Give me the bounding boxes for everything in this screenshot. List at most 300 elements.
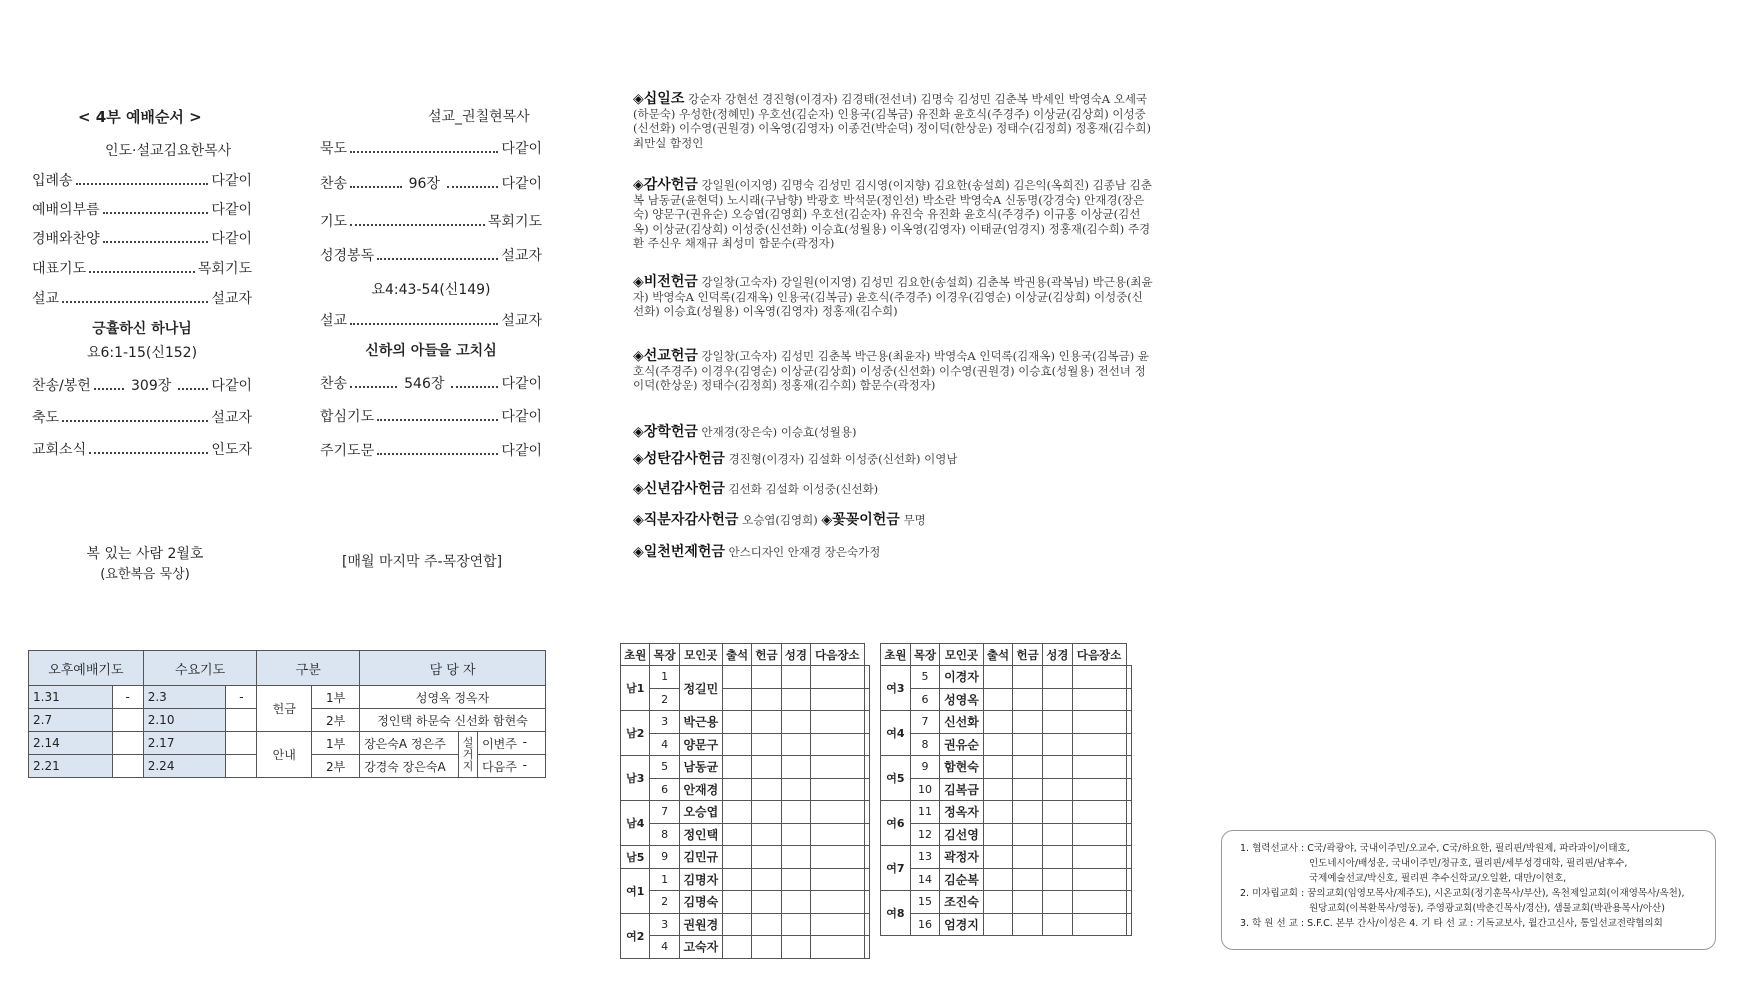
duty-value [226,732,257,755]
notes-line: 3. 학 원 선 교 : S.F.C. 본부 간사/이성은 4. 기 타 선 교 : 기독교보사, 월간고신사, 통일선교전략협의회 [1240,918,1663,929]
ranch-leader: 정인택 [679,823,722,846]
attendance-cell[interactable] [983,666,1013,689]
ranch-number: 15 [910,891,940,914]
notes-line: 국제예술선교/박신호, 필리핀 추수신학교/오일환, 대만/이현호, [1309,873,1567,884]
attendance-cell[interactable] [1013,868,1043,891]
ranch-number: 7 [910,711,940,734]
attendance-cell[interactable] [983,868,1013,891]
attendance-cell[interactable] [752,846,781,869]
attendance-cell[interactable] [1072,711,1126,734]
attendance-cell[interactable] [1072,666,1126,689]
attendance-cell[interactable] [1072,846,1126,869]
attendance-cell[interactable] [722,891,751,914]
attendance-row [881,711,1132,734]
attendance-cell[interactable] [752,711,781,734]
ranch-leader: 곽정자 [940,846,983,869]
attendance-header: 목장 [910,644,940,666]
ranch-number: 5 [650,756,679,779]
order-item: 찬송 546장 다같이 [320,376,543,392]
ranch-number: 6 [650,778,679,801]
offering-officer: ◈직분자감사헌금 오승엽(김영희) ◈꽃꽂이헌금 무명 [633,512,926,528]
attendance-cell[interactable] [781,733,810,756]
attendance-cell[interactable] [1072,868,1126,891]
ranch-leader: 권유순 [940,733,983,756]
attendance-table-women [880,643,1132,936]
sermon-title: 신하의 아들을 고치심 [365,343,497,359]
ranch-leader: 김명숙 [679,891,722,914]
attendance-cell[interactable] [781,891,810,914]
notes-line: 원당교회(이복환목사/영동), 주영광교회(박춘긴목사/경산), 샘물교회(박관용목사/아산) [1309,903,1665,914]
attendance-cell[interactable] [1013,688,1043,711]
ranch-number: 3 [650,913,679,936]
attendance-cell[interactable] [781,801,810,824]
attendance-row [621,711,870,734]
ranch-number: 2 [650,891,679,914]
attendance-row [621,936,870,959]
attendance-cell[interactable] [1126,733,1132,756]
attendance-cell[interactable] [1042,846,1072,869]
table-row [29,732,546,755]
group-label: 여1 [621,868,650,913]
attendance-header: 초원 [621,644,650,666]
duty-date: 2.21 [29,755,113,778]
order-item: 찬송 96장 다같이 [320,176,543,192]
ranch-leader: 함현숙 [940,756,983,779]
attendance-cell[interactable] [864,711,869,734]
order-item: 입례송 다같이 [32,173,252,189]
offering-tithe: ◈십일조 강순자 강현선 경진형(이경자) 김경태(전선녀) 김명숙 김성민 김춘복 박세인 박영숙A 오세국(하문숙) 우성한(정혜민) 우호선(김순자) 인용국(김복금) 유진화 윤호식(주경주) 이상균(김상희) 이성중(신선화) 이수영(권원경) 이옥영(김영자) 이종건(박순덕) 정이덕(한상운) 정태수(김정희) 정홍재(김수희) 최만실 함정인 [633,91,1151,150]
attendance-header: 성경 [781,644,810,666]
attendance-cell[interactable] [1042,733,1072,756]
attendance-cell[interactable] [722,688,751,711]
attendance-header: 출석 [722,644,751,666]
ranch-leader: 정길민 [679,666,722,711]
attendance-cell[interactable] [1126,666,1132,689]
attendance-cell[interactable] [752,891,781,914]
mission-notes [1221,830,1716,950]
attendance-row [881,756,1132,779]
attendance-cell[interactable] [722,868,751,891]
attendance-cell[interactable] [1042,801,1072,824]
ranch-number: 6 [910,688,940,711]
order-item: 합심기도 다같이 [320,409,542,425]
ranch-number: 16 [910,913,940,936]
ranch-number: 4 [650,936,679,959]
attendance-cell[interactable] [864,666,869,689]
offering-vision: ◈비전헌금 강일창(고숙자) 강일원(이지영) 김성민 김요한(송설희) 김춘복 박권용(곽복님) 박근용(최윤자) 박영숙A 인덕록(김재옥) 인용국(김복금) 윤호식(주경주) 이경우(김영순) 이상균(김상희) 이성중(신선화) 이승효(성월용) 이옥영(김영자) 정홍재(김수희) [633,274,1153,318]
attendance-cell[interactable] [864,891,869,914]
ranch-leader: 김선영 [940,823,983,846]
attendance-cell[interactable] [1126,913,1132,936]
order-item: 축도 설교자 [32,410,252,426]
duty-names: 강경숙 장은숙A [360,755,459,778]
attendance-cell[interactable] [752,823,781,846]
ranch-leader: 신선화 [940,711,983,734]
ranch-leader: 이경자 [940,666,983,689]
ranch-leader: 김민규 [679,846,722,869]
duty-date: 2.7 [29,709,113,732]
attendance-row [881,891,1132,914]
attendance-row [621,891,870,914]
notes-line: 2. 미자립교회 : 꿈의교회(임영모목사/제주도), 시온교회(정기훈목사/부산), 옥천제일교회(이재영목사/옥천), [1240,888,1685,899]
attendance-cell[interactable] [811,868,864,891]
attendance-cell[interactable] [864,936,869,959]
duty-date: 2.14 [29,732,113,755]
order-item: 묵도 다같이 [320,141,542,157]
offering-mission: ◈선교헌금 강일창(고숙자) 김성민 김춘복 박근용(최윤자) 박영숙A 인덕록(김재옥) 인용국(김복금) 윤호식(주경주) 이경우(김영순) 이상균(김상희) 이성중(신선화) 이수영(권원경) 이승효(성월용) 전선녀 정이덕(한상운) 정태수(김정희) 정홍재(김수희) 함문수(곽정자) [633,348,1150,392]
dish-cell: 다음주 - [478,755,546,778]
attendance-header: 모인곳 [679,644,722,666]
attendance-cell[interactable] [811,823,864,846]
group-label: 여7 [881,846,911,891]
attendance-header: 출석 [983,644,1013,666]
attendance-cell[interactable] [1072,801,1126,824]
attendance-cell[interactable] [1042,666,1072,689]
ranch-number: 12 [910,823,940,846]
attendance-cell[interactable] [864,868,869,891]
order-item: 찬송/봉헌 309장 다같이 [32,378,252,394]
offering-christmas: ◈성탄감사헌금 경진형(이경자) 김설화 이성중(신선화) 이영남 [633,451,958,467]
attendance-row [881,823,1132,846]
attendance-cell[interactable] [752,778,781,801]
attendance-cell[interactable] [864,801,869,824]
attendance-cell[interactable] [864,823,869,846]
order-item: 예배의부름 다같이 [32,202,252,218]
attendance-row [621,801,870,824]
attendance-cell[interactable] [983,846,1013,869]
attendance-cell[interactable] [781,778,810,801]
attendance-cell[interactable] [722,778,751,801]
ranch-leader: 오승엽 [679,801,722,824]
attendance-row [881,868,1132,891]
duty-header: 오후예배기도 [29,651,144,686]
part-label: 1부 [312,732,360,755]
attendance-cell[interactable] [864,778,869,801]
offering-thanks: ◈감사헌금 강일원(이지영) 김명숙 김성민 김시영(이지향) 김요한(송설희) 김은익(옥희진) 김종남 김춘복 남동균(윤현덕) 노시래(구남향) 박광호 박석문(정인선) 박소란 박영숙A 신동명(강경숙) 안재경(장은숙) 양문구(권유순) 오승엽(김영희) 우호선(김순자) 유진숙 유진화 윤호식(주경주) 이규홍 이상균(김선옥) 이상균(김상희) 이성중(신선화) 이승효(성월용) 이옥영(김영자) 이태균(엄경지) 정홍재(김수희) 주경환 주신우 채재규 최성미 함문수(곽정자) [633,177,1152,250]
attendance-cell[interactable] [722,801,751,824]
order-item: 기도 목회기도 [320,214,542,230]
attendance-header: 다음장소 [1072,644,1126,666]
group-label: 여8 [881,891,911,936]
attendance-cell[interactable] [1013,733,1043,756]
sermon-title: 긍휼하신 하나님 [92,321,192,337]
attendance-cell[interactable] [1013,756,1043,779]
attendance-cell[interactable] [781,846,810,869]
attendance-cell[interactable] [864,846,869,869]
attendance-cell[interactable] [864,756,869,779]
attendance-cell[interactable] [983,913,1013,936]
ranch-leader: 엄경지 [940,913,983,936]
attendance-cell[interactable] [811,891,864,914]
ranch-number: 1 [650,868,679,891]
attendance-header: 모인곳 [940,644,983,666]
attendance-cell[interactable] [1013,666,1043,689]
attendance-cell[interactable] [1126,778,1132,801]
attendance-row [621,756,870,779]
attendance-cell[interactable] [1042,711,1072,734]
ranch-leader: 김복금 [940,778,983,801]
ranch-number: 11 [910,801,940,824]
ranch-number: 14 [910,868,940,891]
ranch-leader: 성영옥 [940,688,983,711]
group-label: 여5 [881,756,911,801]
attendance-cell[interactable] [1013,891,1043,914]
ranch-number: 2 [650,688,679,711]
order-item: 설교 설교자 [32,291,252,307]
attendance-cell[interactable] [1042,756,1072,779]
ranch-number: 8 [910,733,940,756]
attendance-cell[interactable] [864,913,869,936]
attendance-cell[interactable] [1126,823,1132,846]
attendance-row [881,778,1132,801]
attendance-cell[interactable] [752,733,781,756]
attendance-cell[interactable] [983,778,1013,801]
attendance-cell[interactable] [1072,733,1126,756]
ranch-number: 7 [650,801,679,824]
ranch-leader: 김순복 [940,868,983,891]
group-label: 남1 [621,666,650,711]
attendance-cell[interactable] [752,756,781,779]
attendance-header: 헌금 [1013,644,1043,666]
attendance-cell[interactable] [1072,688,1126,711]
attendance-cell[interactable] [1013,823,1043,846]
ranch-leader: 안재경 [679,778,722,801]
attendance-row [621,778,870,801]
group-label: 여6 [881,801,911,846]
ranch-leader: 조진숙 [940,891,983,914]
notes-line: 1. 협력선교사 : C국/곽광야, 국내이주민/오교수, C국/하요한, 필리핀/박원제, 파라과이/이태호, [1240,843,1630,854]
ranch-number: 10 [910,778,940,801]
dish-cell: 이변주 - [478,732,546,755]
dish-label: 설거지 [459,732,478,778]
attendance-cell[interactable] [1072,913,1126,936]
ranch-number: 1 [650,666,679,689]
order-item: 경배와찬양 다같이 [32,231,252,247]
group-label: 남4 [621,801,650,846]
attendance-cell[interactable] [811,733,864,756]
attendance-row [621,913,870,936]
attendance-row [621,733,870,756]
duty-value [226,709,257,732]
attendance-row [881,913,1132,936]
order-item: 성경봉독 설교자 [320,248,542,264]
attendance-cell[interactable] [1126,688,1132,711]
ranch-number: 5 [910,666,940,689]
devotional-subtitle: (요한복음 묵상) [100,567,190,582]
duty-names: 장은숙A 정은주 [360,732,459,755]
attendance-row [621,688,870,711]
attendance-cell[interactable] [752,688,781,711]
ranch-number: 13 [910,846,940,869]
attendance-header: 초원 [881,644,911,666]
attendance-cell[interactable] [1126,868,1132,891]
attendance-row [881,801,1132,824]
duty-header: 수요기도 [143,651,257,686]
devotional-title: 복 있는 사람 2월호 [86,546,204,562]
attendance-row [621,666,870,689]
ranch-number: 4 [650,733,679,756]
attendance-cell[interactable] [1126,756,1132,779]
attendance-row [621,823,870,846]
attendance-cell[interactable] [811,936,864,959]
order-item: 주기도문 다같이 [320,443,542,459]
attendance-cell[interactable] [983,733,1013,756]
group-label: 여4 [881,711,911,756]
order-item: 교회소식 인도자 [32,442,252,458]
ranch-leader: 정옥자 [940,801,983,824]
offering-newyear: ◈신년감사헌금 김선화 김설화 이성중(신선화) [633,481,879,497]
attendance-cell[interactable] [1013,778,1043,801]
attendance-cell[interactable] [1013,913,1043,936]
group-label: 여3 [881,666,911,711]
group-label: 남5 [621,846,650,869]
attendance-cell[interactable] [864,733,869,756]
attendance-cell[interactable] [811,778,864,801]
attendance-cell[interactable] [1072,756,1126,779]
duty-value: - [112,686,143,709]
sermon-by: 설교_권칠현목사 [428,109,530,125]
duty-names: 정인택 하문숙 신선화 함현숙 [360,709,546,732]
attendance-cell[interactable] [1072,891,1126,914]
duty-value: - [226,686,257,709]
duty-date: 2.3 [143,686,226,709]
part-label: 2부 [312,755,360,778]
attendance-cell[interactable] [1126,711,1132,734]
attendance-cell[interactable] [983,891,1013,914]
offering-thousand: ◈일천번제헌금 안스디자인 안재경 장은숙가정 [633,544,881,560]
ranch-number: 9 [650,846,679,869]
duty-date: 1.31 [29,686,113,709]
attendance-row [881,666,1132,689]
attendance-cell[interactable] [1013,801,1043,824]
attendance-cell[interactable] [1042,823,1072,846]
attendance-header: 성경 [1042,644,1072,666]
attendance-cell[interactable] [722,756,751,779]
attendance-cell[interactable] [1126,846,1132,869]
attendance-cell[interactable] [781,823,810,846]
attendance-cell[interactable] [983,756,1013,779]
attendance-cell[interactable] [752,936,781,959]
attendance-cell[interactable] [983,823,1013,846]
attendance-row [881,846,1132,869]
attendance-cell[interactable] [983,688,1013,711]
attendance-cell[interactable] [811,688,864,711]
ranch-leader: 양문구 [679,733,722,756]
duty-value [112,732,143,755]
order-item: 대표기도 목회기도 [32,261,252,277]
ranch-leader: 남동균 [679,756,722,779]
attendance-header: 헌금 [752,644,781,666]
attendance-cell[interactable] [811,711,864,734]
attendance-cell[interactable] [722,711,751,734]
monthly-note: [매월 마지막 주-목장연합] [342,554,503,570]
attendance-cell[interactable] [722,913,751,936]
group-label: 여2 [621,913,650,958]
duty-header: 구분 [257,651,360,686]
attendance-cell[interactable] [1013,711,1043,734]
attendance-table-men [620,643,870,959]
notes-line: 인도네시아/배성운, 국내이주민/정규호, 필리핀/세부성경대학, 필리핀/남후수, [1309,858,1628,869]
duty-date: 2.17 [143,732,226,755]
ranch-leader: 김명자 [679,868,722,891]
attendance-cell[interactable] [1072,823,1126,846]
attendance-cell[interactable] [983,711,1013,734]
ranch-number: 8 [650,823,679,846]
attendance-header: 다음장소 [811,644,864,666]
attendance-cell[interactable] [811,666,864,689]
attendance-cell[interactable] [864,688,869,711]
duty-table [28,650,546,778]
duty-date: 2.24 [143,755,226,778]
ranch-leader: 권원경 [679,913,722,936]
sermon-reference: 요4:43-54(신149) [371,282,491,298]
attendance-cell[interactable] [752,868,781,891]
attendance-cell[interactable] [781,868,810,891]
ranch-leader: 고숙자 [679,936,722,959]
attendance-cell[interactable] [1042,891,1072,914]
attendance-cell[interactable] [811,801,864,824]
attendance-header: 목장 [650,644,679,666]
attendance-cell[interactable] [811,756,864,779]
attendance-cell[interactable] [1042,913,1072,936]
attendance-cell[interactable] [983,801,1013,824]
attendance-cell[interactable] [781,756,810,779]
duty-value [112,709,143,732]
attendance-row [621,846,870,869]
attendance-cell[interactable] [752,913,781,936]
part-label: 1부 [312,686,360,709]
attendance-cell[interactable] [1072,778,1126,801]
duty-value [112,755,143,778]
group-label: 남3 [621,756,650,801]
attendance-cell[interactable] [752,801,781,824]
presider-line: 인도·설교김요한목사 [105,143,232,159]
duty-value [226,755,257,778]
attendance-cell[interactable] [1042,688,1072,711]
attendance-cell[interactable] [752,666,781,689]
ranch-leader: 박근용 [679,711,722,734]
attendance-cell[interactable] [1126,801,1132,824]
attendance-cell[interactable] [781,666,810,689]
ranch-number: 3 [650,711,679,734]
attendance-cell[interactable] [1042,868,1072,891]
attendance-cell[interactable] [722,846,751,869]
attendance-cell[interactable] [1042,778,1072,801]
attendance-cell[interactable] [722,936,751,959]
attendance-cell[interactable] [722,733,751,756]
worship-order-title: < 4부 예배순서 > [78,108,202,126]
attendance-cell[interactable] [811,913,864,936]
attendance-cell[interactable] [722,666,751,689]
ranch-number: 9 [910,756,940,779]
attendance-row [881,733,1132,756]
offering-scholarship: ◈장학헌금 안재경(장은숙) 이승효(성월용) [633,424,857,440]
guide-label: 안내 [257,732,312,778]
attendance-cell[interactable] [722,823,751,846]
attendance-cell[interactable] [781,688,810,711]
attendance-row [621,868,870,891]
sermon-reference: 요6:1-15(신152) [86,345,198,361]
order-item: 설교 설교자 [320,313,542,329]
attendance-cell[interactable] [781,936,810,959]
attendance-cell[interactable] [811,846,864,869]
group-label: 남2 [621,711,650,756]
attendance-cell[interactable] [781,711,810,734]
attendance-cell[interactable] [1126,891,1132,914]
attendance-cell[interactable] [1013,846,1043,869]
part-label: 2부 [312,709,360,732]
attendance-cell[interactable] [781,913,810,936]
